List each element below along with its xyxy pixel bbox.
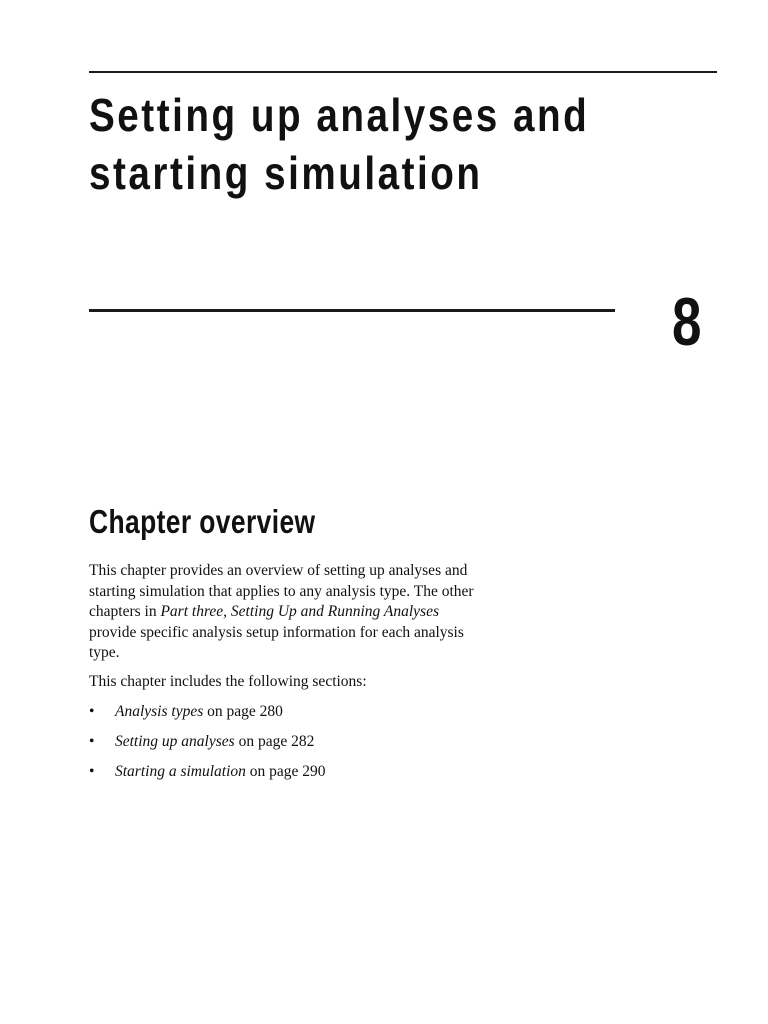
section-link[interactable]: Analysis types: [115, 703, 204, 720]
bullet-icon: •: [89, 703, 95, 720]
list-item: [89, 702, 326, 722]
overview-paragraph: [89, 561, 489, 664]
page-reference: on page 290: [249, 763, 326, 780]
section-heading: Chapter overview: [89, 503, 316, 540]
list-item: [89, 732, 326, 752]
page-reference: on page 282: [238, 733, 315, 750]
bullet-icon: •: [89, 733, 95, 750]
section-link[interactable]: Starting a simulation: [115, 763, 246, 780]
chapter-number: 8: [672, 284, 702, 360]
section-list: [89, 702, 326, 792]
overview-text-1: This chapter provides an overview of setting up analyses and starting simulation that applies to any analysis type. The other chapters in: [89, 562, 474, 620]
chapter-title-line-1: Setting up analyses and: [89, 89, 590, 141]
bullet-icon: •: [89, 763, 95, 780]
cross-reference-link[interactable]: Part three, Setting Up and Running Analyses: [160, 603, 439, 620]
chapter-number-rule: [89, 309, 615, 312]
top-horizontal-rule: [89, 71, 717, 73]
chapter-title-line-2: starting simulation: [89, 147, 483, 199]
overview-text-2: provide specific analysis setup information for each analysis type.: [89, 623, 464, 661]
chapter-title: [89, 86, 627, 202]
sections-intro-paragraph: This chapter includes the following sections:: [89, 673, 367, 690]
page-reference: on page 280: [207, 703, 283, 720]
list-item: [89, 762, 326, 782]
section-link[interactable]: Setting up analyses: [115, 733, 235, 750]
